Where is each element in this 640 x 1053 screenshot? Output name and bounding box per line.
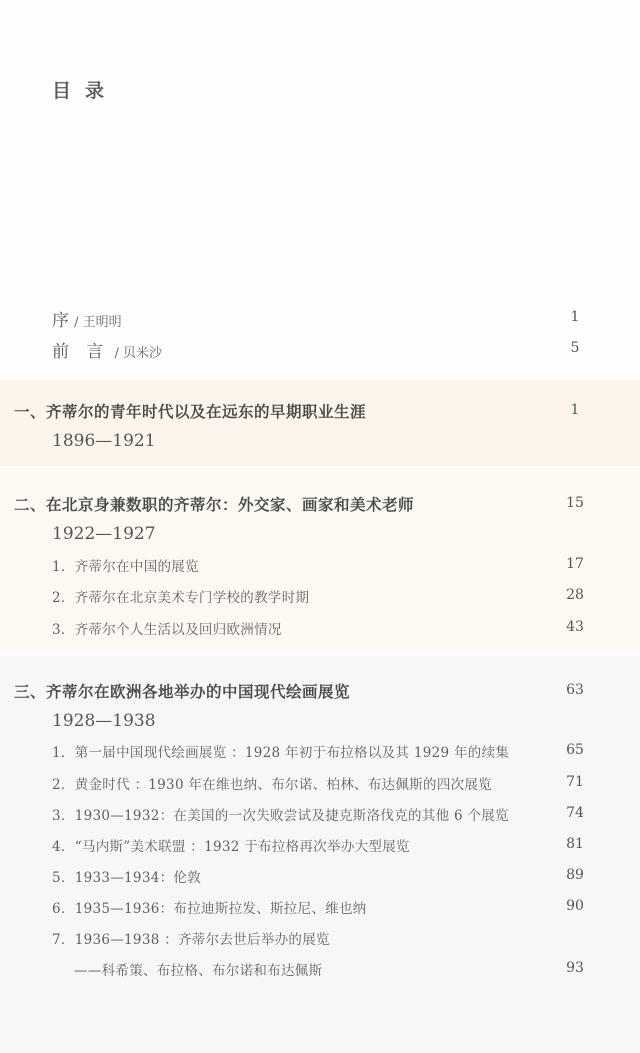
section-entry[interactable]: 7．1936—1938 ：齐蒂尔去世后举办的展览 bbox=[52, 932, 330, 948]
chapter-years: 1928—1938 bbox=[52, 711, 156, 731]
section-entry[interactable]: 6．1935—1936：布拉迪斯拉发、斯拉尼、维也纳 bbox=[52, 901, 367, 917]
page-number: 81 bbox=[566, 836, 584, 852]
section-entry[interactable]: 2．齐蒂尔在北京美术专门学校的教学时期 bbox=[52, 590, 310, 606]
page-number: 63 bbox=[566, 682, 584, 698]
section-entry[interactable]: 1．第一届中国现代绘画展览 ：1928 年初于布拉格以及其 1929 年的续集 bbox=[52, 745, 510, 761]
page-number: 5 bbox=[570, 340, 580, 356]
page-number: 1 bbox=[570, 309, 580, 325]
page-number: 93 bbox=[566, 960, 584, 976]
page-number: 1 bbox=[570, 402, 580, 418]
section-entry-continuation[interactable]: ——科希策、布拉格、布尔诺和布达佩斯 bbox=[74, 963, 323, 979]
section-entry[interactable]: 3．齐蒂尔个人生活以及回归欧洲情况 bbox=[52, 622, 282, 638]
section-entry[interactable]: 3．1930—1932：在美国的一次失败尝试及捷克斯洛伐克的其他 6 个展览 bbox=[52, 808, 509, 824]
entry-author: / 王明明 bbox=[74, 315, 122, 330]
toc-entry-preface[interactable] bbox=[52, 306, 122, 331]
entry-label: 序 bbox=[52, 311, 69, 331]
section-entry[interactable]: 5．1933—1934：伦敦 bbox=[52, 870, 202, 886]
page-number: 89 bbox=[566, 867, 584, 883]
page-number: 43 bbox=[566, 619, 584, 635]
chapter-title[interactable]: 三、齐蒂尔在欧洲各地举办的中国现代绘画展览 bbox=[14, 683, 351, 701]
page-number: 71 bbox=[566, 774, 584, 790]
chapter-years: 1896—1921 bbox=[52, 431, 156, 451]
section-entry[interactable]: 1．齐蒂尔在中国的展览 bbox=[52, 559, 199, 575]
toc-entry-foreword[interactable] bbox=[52, 337, 162, 362]
section-entry[interactable]: 2．黄金时代 ：1930 年在维也纳、布尔诺、柏林、布达佩斯的四次展览 bbox=[52, 777, 493, 793]
chapter-title[interactable]: 二、在北京身兼数职的齐蒂尔：外交家、画家和美术老师 bbox=[14, 496, 415, 514]
chapter-title[interactable]: 一、齐蒂尔的青年时代以及在远东的早期职业生涯 bbox=[14, 403, 367, 421]
section-entry[interactable]: 4．“马内斯”美术联盟 ：1932 于布拉格再次举办大型展览 bbox=[52, 839, 410, 855]
page-number: 74 bbox=[566, 805, 584, 821]
page-number: 90 bbox=[566, 898, 584, 914]
page-number: 28 bbox=[566, 587, 584, 603]
page-number: 17 bbox=[566, 556, 584, 572]
chapter-years: 1922—1927 bbox=[52, 524, 156, 544]
entry-author: / 贝米沙 bbox=[114, 346, 163, 361]
page-number: 65 bbox=[566, 742, 584, 758]
entry-label: 前 言 bbox=[52, 342, 110, 362]
page-title: 目录 bbox=[52, 80, 119, 102]
page-number: 15 bbox=[566, 495, 584, 511]
chapter-band-1 bbox=[0, 380, 640, 466]
